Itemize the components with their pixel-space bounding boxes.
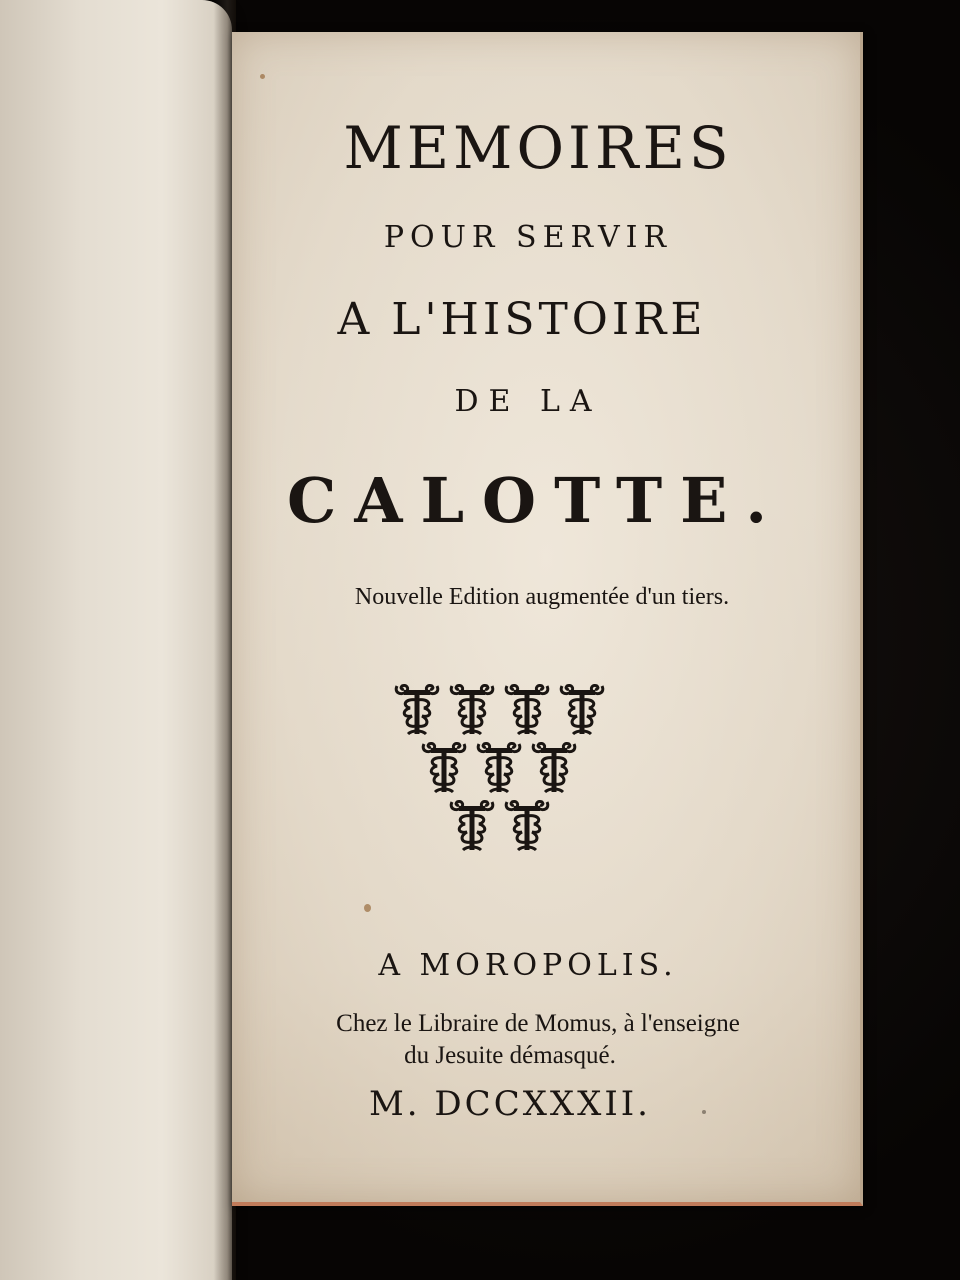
foxing-spot <box>364 904 371 912</box>
imprint-printer-line2: du Jesuite démasqué. <box>404 1042 616 1069</box>
imprint-date: M. DCCXXXII. <box>368 1084 651 1124</box>
imprint-printer-line1: Chez le Libraire de Momus, à l'enseigne <box>336 1010 740 1037</box>
title-calotte: CALOTTE. <box>287 464 785 537</box>
title-page <box>232 32 863 1206</box>
title-pour-servir: POUR SERVIR <box>383 220 673 255</box>
title-de-la: DE LA <box>454 384 602 419</box>
title-histoire: A L'HISTOIRE <box>337 294 707 345</box>
title-memoires: MEMOIRES <box>343 114 733 182</box>
edition-statement: Nouvelle Edition augmentée d'un tiers. <box>354 584 730 610</box>
foxing-spot <box>260 74 265 79</box>
fleuron-ornament-icon <box>392 682 612 872</box>
imprint-city: A MOROPOLIS. <box>378 948 678 983</box>
